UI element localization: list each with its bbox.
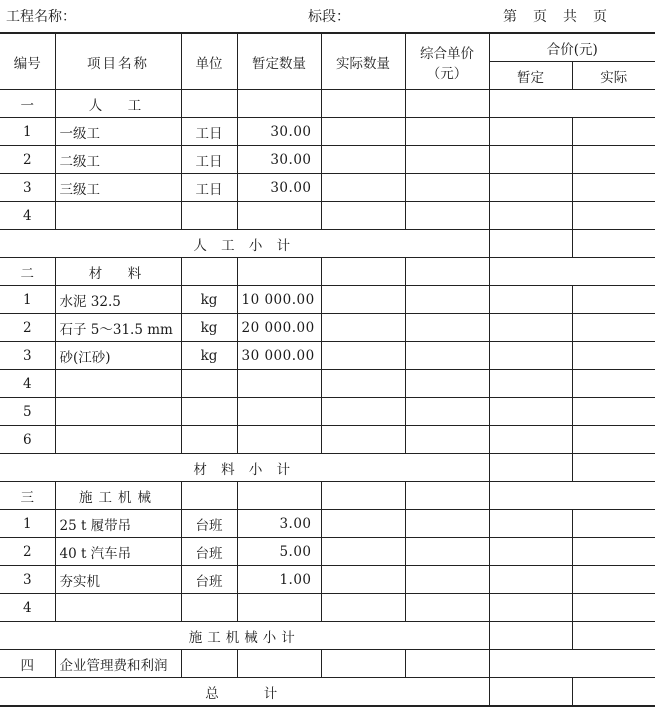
table-row [0, 342, 655, 370]
subtotal-label: 材 料 小 计 [0, 454, 489, 482]
row-unit-price [405, 174, 489, 202]
section-label: 标段： [308, 9, 350, 25]
row-unit: kg [181, 314, 237, 342]
row-total-actual [572, 286, 655, 314]
grand-total-row [0, 678, 655, 707]
row-actual-qty [321, 342, 405, 370]
row-total-actual [572, 398, 655, 426]
row-total-actual [572, 202, 655, 230]
row-total-actual [572, 174, 655, 202]
section-price-cell [405, 90, 489, 118]
row-total-actual [572, 510, 655, 538]
row-actual-qty [321, 538, 405, 566]
row-no: 2 [0, 146, 55, 174]
row-item: 40 t 汽车吊 [55, 538, 181, 566]
page-label: 第 页 共 页 [503, 9, 608, 25]
row-item [55, 370, 181, 398]
row-total-est [489, 202, 572, 230]
management-row [0, 650, 655, 678]
row-unit: kg [181, 342, 237, 370]
section-title: 材 料 [55, 258, 181, 286]
table-row [0, 146, 655, 174]
row-actual-qty [321, 398, 405, 426]
row-total-actual [572, 146, 655, 174]
row-no: 1 [0, 510, 55, 538]
row-unit [181, 202, 237, 230]
row-est-qty: 30.00 [237, 174, 321, 202]
subtotal-row [0, 454, 655, 482]
col-header-item: 项目名称 [55, 33, 181, 90]
management-price [405, 650, 489, 678]
row-unit-price [405, 510, 489, 538]
section-price-cell [405, 482, 489, 510]
row-unit-price [405, 118, 489, 146]
table-body [0, 90, 655, 707]
section-total-cell [489, 258, 655, 286]
row-unit: 台班 [181, 510, 237, 538]
grand-total-label: 总 计 [0, 678, 489, 707]
row-total-actual [572, 538, 655, 566]
section-unit-cell [181, 258, 237, 286]
table-row [0, 510, 655, 538]
row-no: 1 [0, 118, 55, 146]
management-unit [181, 650, 237, 678]
section-qty-cell [237, 90, 321, 118]
row-actual-qty [321, 426, 405, 454]
row-total-actual [572, 594, 655, 622]
table-row [0, 370, 655, 398]
row-actual-qty [321, 594, 405, 622]
row-total-est [489, 286, 572, 314]
col-header-total-actual: 实际 [572, 62, 655, 90]
row-unit: 工日 [181, 174, 237, 202]
col-header-actual-qty: 实际数量 [321, 33, 405, 90]
row-total-actual [572, 370, 655, 398]
row-no: 2 [0, 314, 55, 342]
row-est-qty [237, 202, 321, 230]
row-item: 石子 5～31.5 mm [55, 314, 181, 342]
row-unit-price [405, 426, 489, 454]
subtotal-est [489, 622, 572, 650]
row-est-qty [237, 370, 321, 398]
subtotal-row [0, 230, 655, 258]
col-header-no: 编号 [0, 33, 55, 90]
section-total-cell [489, 482, 655, 510]
unit-price-unit: （元） [426, 65, 468, 82]
grand-total-est [489, 678, 572, 707]
row-total-est [489, 538, 572, 566]
row-total-actual [572, 426, 655, 454]
row-unit: 工日 [181, 146, 237, 174]
row-total-est [489, 118, 572, 146]
project-name-label: 工程名称： [6, 9, 76, 25]
row-unit-price [405, 594, 489, 622]
row-no: 3 [0, 174, 55, 202]
row-total-est [489, 370, 572, 398]
section-price-cell [405, 258, 489, 286]
subtotal-label: 施工机械小计 [0, 622, 489, 650]
section-no: 二 [0, 258, 55, 286]
section-unit-cell [181, 482, 237, 510]
row-est-qty: 3.00 [237, 510, 321, 538]
row-unit [181, 370, 237, 398]
management-no: 四 [0, 650, 55, 678]
section-qty-cell [237, 482, 321, 510]
row-unit [181, 594, 237, 622]
table-row [0, 398, 655, 426]
table-row [0, 118, 655, 146]
subtotal-est [489, 454, 572, 482]
row-total-actual [572, 342, 655, 370]
row-actual-qty [321, 370, 405, 398]
management-total [489, 650, 655, 678]
table-row [0, 594, 655, 622]
row-item: 三级工 [55, 174, 181, 202]
table-row [0, 202, 655, 230]
section-total-cell [489, 90, 655, 118]
row-est-qty [237, 426, 321, 454]
management-item: 企业管理费和利润 [55, 650, 181, 678]
row-unit-price [405, 370, 489, 398]
row-unit-price [405, 314, 489, 342]
subtotal-actual [572, 454, 655, 482]
row-item: 砂(江砂) [55, 342, 181, 370]
row-unit: kg [181, 286, 237, 314]
row-actual-qty [321, 286, 405, 314]
row-actual-qty [321, 566, 405, 594]
daywork-table [0, 32, 655, 707]
row-item: 二级工 [55, 146, 181, 174]
row-no: 6 [0, 426, 55, 454]
row-no: 1 [0, 286, 55, 314]
row-total-est [489, 426, 572, 454]
col-header-unit: 单位 [181, 33, 237, 90]
row-est-qty: 10 000.00 [237, 286, 321, 314]
row-unit: 工日 [181, 118, 237, 146]
row-unit [181, 426, 237, 454]
section-actual-cell [321, 482, 405, 510]
row-unit-price [405, 538, 489, 566]
section-unit-cell [181, 90, 237, 118]
col-header-est-qty: 暂定数量 [237, 33, 321, 90]
row-est-qty: 1.00 [237, 566, 321, 594]
row-total-est [489, 594, 572, 622]
row-actual-qty [321, 146, 405, 174]
section-actual-cell [321, 90, 405, 118]
row-unit-price [405, 202, 489, 230]
row-item: 水泥 32.5 [55, 286, 181, 314]
section-no: 一 [0, 90, 55, 118]
row-item [55, 426, 181, 454]
section-no: 三 [0, 482, 55, 510]
row-item [55, 202, 181, 230]
row-total-est [489, 146, 572, 174]
subtotal-actual [572, 230, 655, 258]
management-actual [321, 650, 405, 678]
row-no: 4 [0, 370, 55, 398]
subtotal-label: 人 工 小 计 [0, 230, 489, 258]
row-actual-qty [321, 118, 405, 146]
row-total-est [489, 566, 572, 594]
row-total-actual [572, 566, 655, 594]
section-actual-cell [321, 258, 405, 286]
row-total-actual [572, 314, 655, 342]
row-unit: 台班 [181, 538, 237, 566]
row-total-est [489, 510, 572, 538]
row-est-qty: 20 000.00 [237, 314, 321, 342]
subtotal-actual [572, 622, 655, 650]
col-header-total: 合价(元) [489, 33, 655, 62]
section-header-row [0, 258, 655, 286]
row-no: 4 [0, 202, 55, 230]
row-actual-qty [321, 510, 405, 538]
table-row [0, 566, 655, 594]
section-header-row [0, 482, 655, 510]
row-unit: 台班 [181, 566, 237, 594]
row-item: 25 t 履带吊 [55, 510, 181, 538]
row-item: 夯实机 [55, 566, 181, 594]
section-qty-cell [237, 258, 321, 286]
row-unit [181, 398, 237, 426]
subtotal-row [0, 622, 655, 650]
row-actual-qty [321, 202, 405, 230]
sheet-header [0, 0, 655, 32]
table-row [0, 174, 655, 202]
management-qty [237, 650, 321, 678]
section-title: 人 工 [55, 90, 181, 118]
row-no: 5 [0, 398, 55, 426]
row-no: 3 [0, 342, 55, 370]
row-total-est [489, 342, 572, 370]
row-total-est [489, 314, 572, 342]
row-no: 3 [0, 566, 55, 594]
table-row [0, 314, 655, 342]
row-item [55, 594, 181, 622]
row-item: 一级工 [55, 118, 181, 146]
col-header-unit-price [405, 33, 489, 90]
row-est-qty: 30.00 [237, 118, 321, 146]
row-item [55, 398, 181, 426]
grand-total-actual [572, 678, 655, 707]
row-unit-price [405, 146, 489, 174]
row-unit-price [405, 398, 489, 426]
row-no: 2 [0, 538, 55, 566]
table-row [0, 426, 655, 454]
row-total-est [489, 174, 572, 202]
row-est-qty [237, 398, 321, 426]
row-actual-qty [321, 174, 405, 202]
row-est-qty: 30.00 [237, 146, 321, 174]
row-unit-price [405, 566, 489, 594]
row-unit-price [405, 342, 489, 370]
row-total-actual [572, 118, 655, 146]
table-row [0, 286, 655, 314]
row-est-qty: 30 000.00 [237, 342, 321, 370]
row-est-qty [237, 594, 321, 622]
col-header-total-est: 暂定 [489, 62, 572, 90]
row-no: 4 [0, 594, 55, 622]
row-est-qty: 5.00 [237, 538, 321, 566]
table-row [0, 538, 655, 566]
subtotal-est [489, 230, 572, 258]
row-unit-price [405, 286, 489, 314]
row-actual-qty [321, 314, 405, 342]
section-title: 施工机械 [55, 482, 181, 510]
row-total-est [489, 398, 572, 426]
section-header-row [0, 90, 655, 118]
unit-price-label: 综合单价 [420, 45, 474, 62]
